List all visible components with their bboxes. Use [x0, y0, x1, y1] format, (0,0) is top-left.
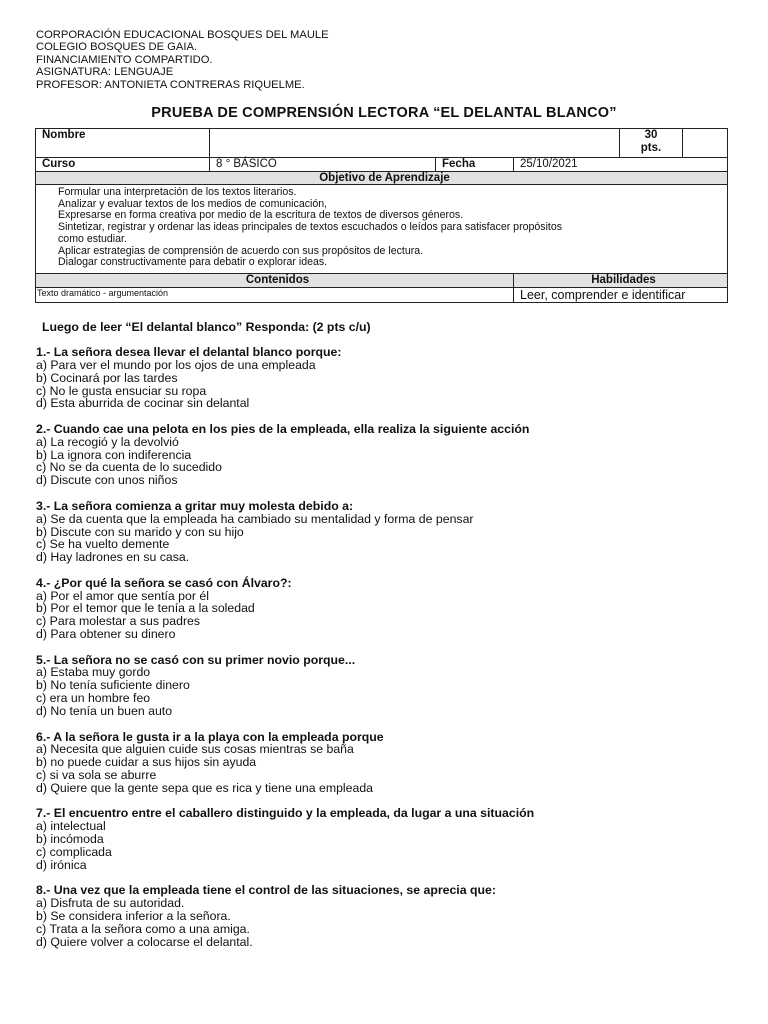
answer-option[interactable]: c) Trata a la señora como a una amiga.: [36, 921, 250, 936]
question-text: 5.- La señora no se casó con su primer novio porque...: [36, 652, 356, 667]
objetivo-item: Analizar y evaluar textos de los medios de comunicación,: [58, 197, 328, 210]
objetivo-heading: Objetivo de Aprendizaje: [36, 172, 728, 185]
score-field[interactable]: [683, 129, 728, 158]
answer-option[interactable]: a) Por el amor que sentía por él: [36, 588, 209, 603]
answer-option[interactable]: a) Disfruta de su autoridad.: [36, 896, 185, 911]
objetivo-item: Expresarse en forma creativa por medio de la escritura de textos de diversos géneros.: [58, 209, 464, 222]
objetivo-item: Aplicar estrategias de comprensión de acuerdo con sus propósitos de lectura.: [58, 244, 424, 257]
question-text: 1.- La señora desea llevar el delantal blanco porque:: [36, 345, 342, 359]
answer-option[interactable]: b) Por el temor que le tenía a la soledad: [36, 601, 255, 616]
answer-option[interactable]: d) irónica: [36, 857, 87, 872]
answer-option[interactable]: d) Hay ladrones en su casa.: [36, 550, 190, 565]
answer-option[interactable]: a) Necesita que alguien cuide sus cosas mientras se baña: [36, 742, 354, 757]
answer-option[interactable]: c) si va sola se aburre: [36, 768, 157, 783]
answer-option[interactable]: b) Se considera inferior a la señora.: [36, 909, 231, 924]
info-table: [35, 128, 728, 303]
header-line: COLEGIO BOSQUES DE GAIA.: [36, 41, 198, 54]
answer-option[interactable]: d) Esta aburrida de cocinar sin delantal: [36, 396, 250, 411]
question-text: 7.- El encuentro entre el caballero distinguido y la empleada, da lugar a una situación: [36, 806, 535, 821]
header-line: FINANCIAMIENTO COMPARTIDO.: [36, 53, 213, 66]
question-block: [36, 423, 534, 487]
answer-option[interactable]: a) Estaba muy gordo: [36, 665, 151, 680]
answer-option[interactable]: b) no puede cuidar a sus hijos sin ayuda: [36, 755, 257, 770]
answer-option[interactable]: b) incómoda: [36, 832, 104, 847]
answer-option[interactable]: b) La ignora con indiferencia: [36, 447, 192, 462]
nombre-label: Nombre: [36, 129, 210, 158]
points-number: 30: [644, 129, 658, 141]
answer-option[interactable]: b) No tenía suficiente dinero: [36, 678, 190, 693]
question-text: 8.- Una vez que la empleada tiene el control de las situaciones, se aprecia que:: [36, 883, 496, 898]
answer-option[interactable]: d) Para obtener su dinero: [36, 627, 176, 642]
question-text: 6.- A la señora le gusta ir a la playa con la empleada porque: [36, 729, 384, 744]
points-total: [620, 129, 683, 158]
answer-option[interactable]: d) Quiere que la gente sepa que es rica y tiene una empleada: [36, 780, 374, 795]
objetivo-item: Sintetizar, registrar y ordenar las ideas principales de textos escuchados o leídos para satisfacer propósitos: [58, 221, 563, 234]
answer-option[interactable]: a) intelectual: [36, 819, 106, 834]
answer-option[interactable]: a) Se da cuenta que la empleada ha cambiado su mentalidad y forma de pensar: [36, 511, 474, 526]
answer-option[interactable]: b) Discute con su marido y con su hijo: [36, 524, 244, 539]
question-block: [36, 577, 534, 641]
question-block: [36, 500, 534, 564]
answer-option[interactable]: c) No se da cuenta de lo sucedido: [36, 460, 222, 475]
question-block: [36, 654, 534, 718]
instructions: Luego de leer “El delantal blanco” Responda: (2 pts c/u): [42, 320, 371, 334]
question-block: [36, 346, 534, 410]
question-block: [36, 884, 534, 948]
habilidades-heading: Habilidades: [514, 273, 728, 287]
answer-option[interactable]: b) Cocinará por las tardes: [36, 370, 178, 385]
curso-value: 8 ° BÁSICO: [210, 158, 436, 172]
fecha-value: 25/10/2021: [514, 158, 728, 172]
answer-option[interactable]: a) Para ver el mundo por los ojos de una empleada: [36, 357, 316, 372]
answer-option[interactable]: c) complicada: [36, 844, 112, 859]
answer-option[interactable]: a) La recogió y la devolvió: [36, 434, 179, 449]
question-text: 2.- Cuando cae una pelota en los pies de la empleada, ella realiza la siguiente acción: [36, 421, 530, 436]
questions-list: [36, 346, 534, 961]
answer-option[interactable]: c) Para molestar a sus padres: [36, 614, 201, 629]
objetivo-item: Dialogar constructivamente para debatir o explorar ideas.: [58, 256, 328, 269]
question-text: 4.- ¿Por qué la señora se casó con Álvaro?:: [36, 575, 292, 590]
answer-option[interactable]: d) Discute con unos niños: [36, 473, 178, 488]
answer-option[interactable]: d) No tenía un buen auto: [36, 704, 173, 718]
question-block: [36, 807, 534, 871]
question-block: [36, 731, 534, 795]
objetivos-list: [36, 185, 728, 274]
answer-option[interactable]: d) Quiere volver a colocarse el delantal.: [36, 934, 253, 949]
contenidos-value: Texto dramático - argumentación: [36, 287, 514, 302]
contenidos-heading: Contenidos: [36, 273, 514, 287]
answer-option[interactable]: c) Se ha vuelto demente: [36, 537, 170, 552]
header-line: CORPORACIÓN EDUCACIONAL BOSQUES DEL MAULE: [36, 29, 329, 41]
objetivo-item: Formular una interpretación de los textos literarios.: [58, 186, 297, 198]
answer-option[interactable]: c) era un hombre feo: [36, 691, 151, 706]
header-line: ASIGNATURA: LENGUAJE: [36, 66, 174, 79]
points-unit: pts.: [640, 142, 662, 154]
answer-option[interactable]: c) No le gusta ensuciar su ropa: [36, 383, 207, 398]
fecha-label: Fecha: [436, 158, 514, 172]
question-text: 3.- La señora comienza a gritar muy molesta debido a:: [36, 498, 354, 513]
curso-label: Curso: [36, 158, 210, 172]
school-header: [36, 29, 329, 91]
header-line: PROFESOR: ANTONIETA CONTRERAS RIQUELME.: [36, 78, 305, 91]
nombre-field[interactable]: [210, 129, 620, 158]
objetivo-item: como estudiar.: [58, 232, 127, 245]
habilidades-value: Leer, comprender e identificar: [514, 287, 728, 302]
page-title: PRUEBA DE COMPRENSIÓN LECTORA “EL DELANTAL BLANCO”: [151, 105, 617, 121]
